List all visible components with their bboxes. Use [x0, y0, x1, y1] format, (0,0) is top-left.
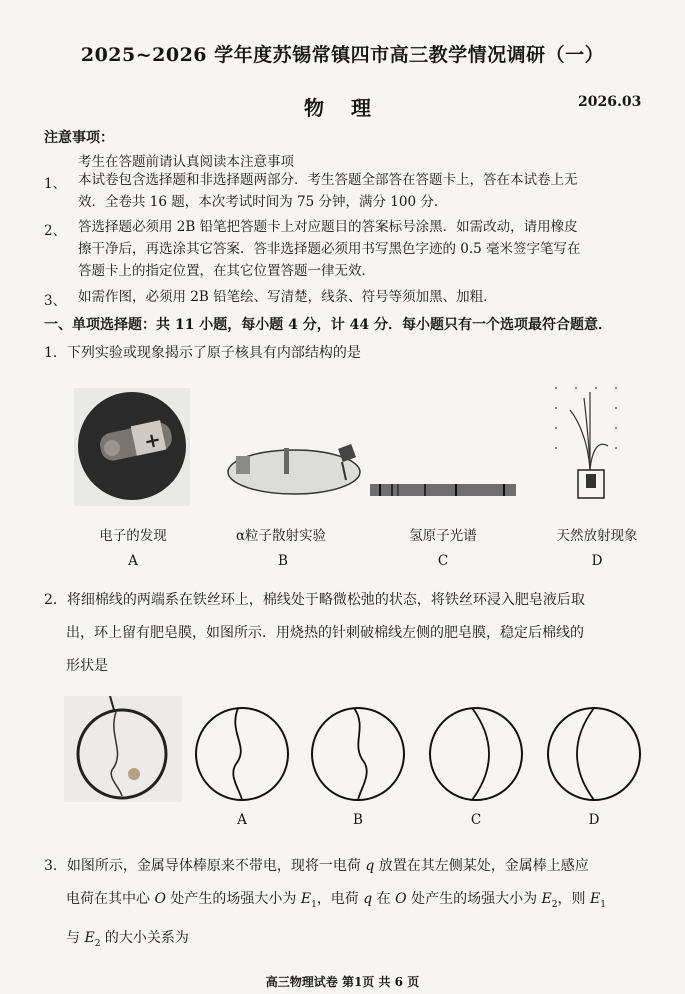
notice-item-1-line-2: 效．全卷共 16 题，本次考试时间为 75 分钟，满分 100 分．: [78, 194, 448, 210]
notice-item-2-line-2: 擦干净后，再选涂其它答案．答非选择题必须用书写黑色字迹的 0.5 毫米签字笔写在: [78, 241, 581, 257]
q3-text: 放置在其左侧某处，金属棒上感应: [374, 858, 589, 874]
q1-option-c-caption: 氢原子光谱: [409, 528, 477, 544]
notice-item-2-number: 2、: [44, 223, 67, 239]
svg-text:+: +: [141, 426, 164, 454]
notice-item-2: [78, 216, 663, 282]
q3-field-symbol: E: [589, 891, 601, 907]
notice-item-2-line-1: 答选择题必须用 2B 铅笔把答题卡上对应题目的答案标号涂黑．如需改动，请用橡皮: [78, 219, 578, 235]
notice-item-1-line-1: 本试卷包含选择题和非选择题两部分．考生答题全部答在答题卡上，答在本试卷上无: [78, 172, 578, 188]
q2-line-1: 2．将细棉线的两端系在铁丝环上，棉线处于略微松弛的状态，将铁丝环浸入肥皂液后取: [44, 592, 585, 608]
q2-option-d-diagram: [546, 706, 642, 802]
subject-title: 物 理: [304, 96, 381, 120]
alpha-scattering-diagram: [222, 432, 372, 512]
notice-intro: 考生在答题前请认真阅读本注意事项: [78, 154, 294, 170]
exam-date: 2026.03: [578, 94, 642, 110]
q3-charge-symbol: q: [363, 891, 373, 907]
q3-text: 3．如图所示，金属导体棒原来不带电，现将一电荷: [44, 858, 366, 874]
q1-option-d-letter: D: [591, 553, 603, 569]
q2-option-c-diagram: [428, 706, 524, 802]
q2-option-a-letter: A: [237, 812, 247, 828]
page-footer: 高三物理试卷 第1页 共 6 页: [265, 975, 420, 989]
q3-subscript: 2: [551, 899, 558, 910]
q3-stem: [44, 850, 674, 961]
q3-point-symbol: O: [154, 891, 166, 907]
radioactivity-diagram: [548, 380, 632, 506]
q3-subscript: 1: [600, 899, 606, 910]
q3-text: 在: [372, 891, 396, 907]
section-heading: 一、单项选择题：共 11 小题，每小题 4 分，计 44 分．每小题只有一个选项最符合题意．: [44, 317, 612, 333]
q3-field-symbol: E: [300, 891, 312, 907]
q2-line-2: 出，环上留有肥皂膜，如图所示．用烧热的针刺破棉线左侧的肥皂膜，稳定后棉线的: [66, 625, 584, 641]
notice-item-3-line-1: 如需作图，必须用 2B 铅笔绘、写清楚，线条、符号等须加黑、加粗．: [78, 289, 497, 305]
q2-option-d-letter: D: [588, 812, 600, 828]
notice-item-1: [78, 169, 663, 213]
q1-option-b-letter: B: [278, 553, 288, 569]
q1-option-b-caption: α粒子散射实验: [235, 528, 327, 544]
q1-option-d-caption: 天然放射现象: [556, 528, 638, 544]
q3-line-3: [44, 922, 674, 961]
q3-text: 的大小关系为: [100, 929, 189, 946]
q1-option-a-caption: 电子的发现: [99, 528, 167, 544]
hydrogen-spectrum-diagram: [370, 480, 516, 502]
exam-title: 2025~2026 学年度苏锡常镇四市高三教学情况调研（一）: [80, 44, 605, 66]
electron-discovery-photo: [74, 388, 190, 506]
q3-text: 电荷在其中心: [66, 891, 155, 907]
q3-line-1: [44, 850, 674, 883]
q1-option-c-letter: C: [437, 553, 449, 569]
q3-text: 处产生的场强大小为: [165, 891, 301, 907]
q3-field-symbol: E: [541, 891, 552, 907]
q2-option-b-diagram: [310, 706, 406, 802]
q3-subscript: 1: [311, 899, 317, 910]
q2-stem: [44, 584, 664, 683]
q3-text: ，则: [557, 891, 590, 907]
q3-charge-symbol: q: [365, 858, 375, 874]
q2-option-a-diagram: [194, 706, 290, 802]
notice-item-1-number: 1、: [44, 176, 67, 192]
wire-loop-photo: [64, 696, 182, 802]
q3-text: 处产生的场强大小为: [406, 891, 542, 907]
q2-option-b-letter: B: [353, 812, 363, 828]
q3-point-symbol: O: [395, 891, 407, 907]
q2-option-c-letter: C: [470, 812, 482, 828]
q3-field-symbol: E: [84, 929, 95, 946]
q1-option-a-letter: A: [128, 553, 138, 569]
notice-heading: 注意事项：: [44, 130, 114, 146]
notice-item-2-line-3: 答题卡上的指定位置，在其它位置答题一律无效．: [78, 263, 375, 279]
q3-subscript: 2: [94, 938, 101, 949]
q3-text: ，电荷: [316, 891, 364, 907]
notice-item-3-number: 3、: [44, 293, 67, 309]
q2-line-3: 形状是: [66, 658, 108, 674]
q1-stem: 1．下列实验或现象揭示了原子核具有内部结构的是: [44, 345, 361, 361]
q3-line-2: [44, 883, 674, 922]
notice-item-3: [78, 286, 663, 308]
q3-text: 与: [66, 929, 85, 946]
